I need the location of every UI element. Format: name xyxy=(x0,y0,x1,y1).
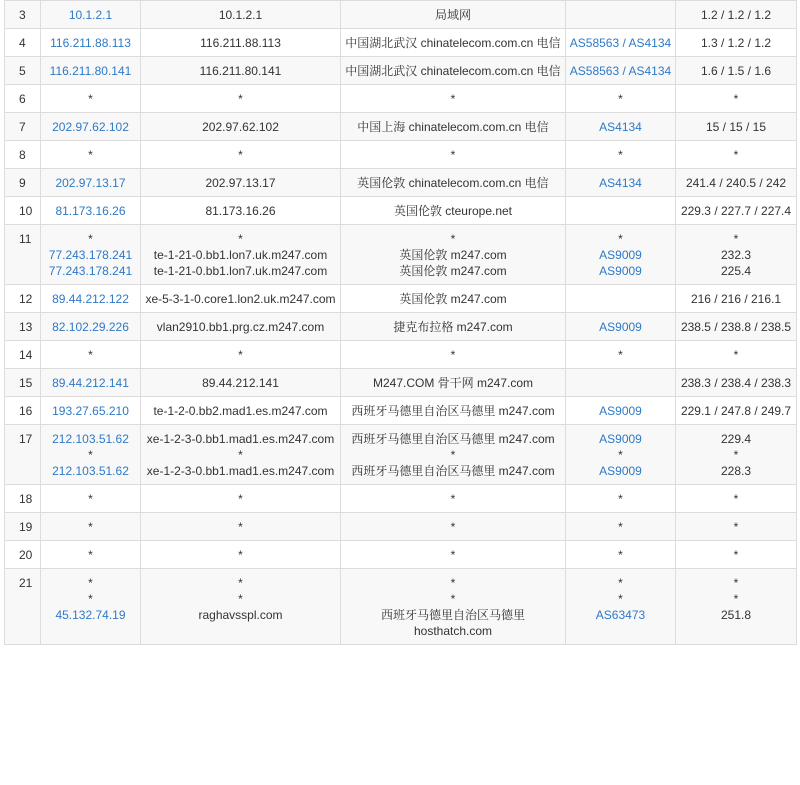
host-text: * xyxy=(238,92,243,106)
hostname-cell xyxy=(141,485,341,513)
latency-cell xyxy=(676,541,797,569)
host-text: 116.211.88.113 xyxy=(200,36,281,50)
hostname-cell xyxy=(141,113,341,141)
host-text: xe-5-3-1-0.core1.lon2.uk.m247.com xyxy=(145,292,336,306)
ip-cell xyxy=(41,169,141,197)
table-row xyxy=(5,29,797,57)
asn-link[interactable]: AS9009 xyxy=(599,464,642,478)
asn-link[interactable]: AS9009 xyxy=(599,248,642,262)
latency-cell xyxy=(676,341,797,369)
asn-cell xyxy=(566,29,676,57)
asn-cell xyxy=(566,169,676,197)
location-cell xyxy=(341,225,566,285)
host-text: 10.1.2.1 xyxy=(218,8,263,22)
asn-text: * xyxy=(618,576,623,590)
hop-number-cell: 10 xyxy=(5,197,41,225)
asn-cell xyxy=(566,85,676,113)
table-row xyxy=(5,113,797,141)
asn-cell xyxy=(566,513,676,541)
hostname-cell xyxy=(141,1,341,29)
hop-number-cell: 7 xyxy=(5,113,41,141)
ip-text: * xyxy=(88,492,93,506)
hop-number-cell: 12 xyxy=(5,285,41,313)
location-text: 西班牙马德里自治区马德里 m247.com xyxy=(351,464,555,478)
ip-text: * xyxy=(88,520,93,534)
location-text: * xyxy=(450,520,456,534)
latency-cell xyxy=(676,485,797,513)
table-row xyxy=(5,225,797,285)
hostname-cell xyxy=(141,225,341,285)
time-text: 216 / 216 / 216.1 xyxy=(690,292,782,306)
location-text: 中国湖北武汉 chinatelecom.com.cn 电信 xyxy=(345,64,561,78)
latency-cell xyxy=(676,29,797,57)
host-text: * xyxy=(238,148,243,162)
ip-link[interactable]: 89.44.212.141 xyxy=(52,376,129,390)
ip-text: * xyxy=(88,348,93,362)
asn-link[interactable]: AS58563 / AS4134 xyxy=(569,64,672,78)
time-text: 225.4 xyxy=(720,264,752,278)
ip-cell xyxy=(41,85,141,113)
host-text: * xyxy=(238,348,243,362)
location-cell xyxy=(341,29,566,57)
host-text: * xyxy=(238,576,243,590)
location-cell xyxy=(341,425,566,485)
location-text: 西班牙马德里自治区马德里 m247.com xyxy=(351,404,555,418)
host-text: 116.211.80.141 xyxy=(199,64,282,78)
host-text: te-1-21-0.bb1.lon7.uk.m247.com xyxy=(153,248,328,262)
asn-text: * xyxy=(618,548,623,562)
asn-text: * xyxy=(618,520,623,534)
location-cell xyxy=(341,57,566,85)
asn-cell xyxy=(566,1,676,29)
asn-link[interactable]: AS58563 / AS4134 xyxy=(569,36,672,50)
hop-number-cell: 16 xyxy=(5,397,41,425)
ip-cell xyxy=(41,141,141,169)
ip-link[interactable]: 81.173.16.26 xyxy=(55,204,126,218)
ip-cell xyxy=(41,569,141,645)
ip-cell xyxy=(41,485,141,513)
hop-number-cell: 5 xyxy=(5,57,41,85)
host-text: te-1-2-0.bb2.mad1.es.m247.com xyxy=(153,404,328,418)
location-cell xyxy=(341,397,566,425)
host-text: 202.97.62.102 xyxy=(202,120,279,134)
location-cell xyxy=(341,369,566,397)
location-text: * xyxy=(450,448,456,462)
time-text: 238.3 / 238.4 / 238.3 xyxy=(680,376,792,390)
host-text: * xyxy=(238,448,243,462)
location-cell xyxy=(341,569,566,645)
table-row xyxy=(5,569,797,645)
location-text: 英国伦敦 m247.com xyxy=(399,248,507,262)
hop-number-cell: 14 xyxy=(5,341,41,369)
host-text: 81.173.16.26 xyxy=(205,204,276,218)
hop-number-cell: 11 xyxy=(5,225,41,285)
host-text: xe-1-2-3-0.bb1.mad1.es.m247.com xyxy=(146,432,335,446)
hop-number-cell: 6 xyxy=(5,85,41,113)
location-cell xyxy=(341,541,566,569)
latency-cell xyxy=(676,57,797,85)
asn-cell xyxy=(566,369,676,397)
asn-cell xyxy=(566,541,676,569)
ip-cell xyxy=(41,225,141,285)
host-text: 89.44.212.141 xyxy=(202,376,279,390)
location-text: 英国伦敦 cteurope.net xyxy=(393,204,513,218)
table-row xyxy=(5,425,797,485)
hop-number-cell: 15 xyxy=(5,369,41,397)
time-text: * xyxy=(733,592,739,606)
host-text: vlan2910.bb1.prg.cz.m247.com xyxy=(156,320,325,334)
latency-cell xyxy=(676,397,797,425)
time-text: * xyxy=(733,448,739,462)
ip-cell xyxy=(41,513,141,541)
time-text: * xyxy=(733,348,739,362)
location-cell xyxy=(341,169,566,197)
time-text: 229.4 xyxy=(720,432,752,446)
traceroute-table xyxy=(4,0,797,645)
location-text: * xyxy=(450,576,456,590)
hostname-cell xyxy=(141,141,341,169)
time-text: 251.8 xyxy=(720,608,752,622)
asn-cell xyxy=(566,113,676,141)
ip-cell xyxy=(41,197,141,225)
asn-link[interactable]: AS4134 xyxy=(599,176,642,190)
location-cell xyxy=(341,313,566,341)
ip-link[interactable]: 77.243.178.241 xyxy=(48,264,133,278)
ip-link[interactable]: 77.243.178.241 xyxy=(48,248,133,262)
traceroute-table-body xyxy=(5,1,797,645)
hop-number-cell: 19 xyxy=(5,513,41,541)
hostname-cell xyxy=(141,85,341,113)
ip-text: * xyxy=(88,148,93,162)
time-text: 232.3 xyxy=(720,248,752,262)
ip-cell xyxy=(41,397,141,425)
latency-cell xyxy=(676,313,797,341)
asn-text: * xyxy=(618,232,623,246)
asn-text: * xyxy=(618,148,623,162)
location-text: * xyxy=(450,492,456,506)
location-cell xyxy=(341,141,566,169)
ip-link[interactable]: 212.103.51.62 xyxy=(52,464,129,478)
asn-text xyxy=(569,203,672,219)
asn-link[interactable]: AS9009 xyxy=(599,320,642,334)
ip-cell xyxy=(41,341,141,369)
latency-cell xyxy=(676,569,797,645)
ip-link[interactable]: 45.132.74.19 xyxy=(55,608,126,622)
table-row xyxy=(5,169,797,197)
asn-text xyxy=(569,291,672,307)
ip-text: * xyxy=(88,576,93,590)
time-text: 228.3 xyxy=(720,464,752,478)
hop-number-cell: 17 xyxy=(5,425,41,485)
ip-link[interactable]: 116.211.88.113 xyxy=(50,36,131,50)
table-row xyxy=(5,513,797,541)
location-text: * xyxy=(450,548,456,562)
latency-cell xyxy=(676,113,797,141)
hostname-cell xyxy=(141,369,341,397)
ip-text: * xyxy=(88,448,93,462)
host-text: * xyxy=(238,492,243,506)
location-cell xyxy=(341,285,566,313)
asn-cell xyxy=(566,425,676,485)
location-text: * xyxy=(450,92,456,106)
asn-text: * xyxy=(618,348,623,362)
time-text: 241.4 / 240.5 / 242 xyxy=(685,176,787,190)
location-cell xyxy=(341,513,566,541)
table-row xyxy=(5,197,797,225)
ip-text: * xyxy=(88,92,93,106)
location-cell xyxy=(341,485,566,513)
asn-cell xyxy=(566,57,676,85)
table-row xyxy=(5,341,797,369)
location-text: * xyxy=(450,232,456,246)
latency-cell xyxy=(676,285,797,313)
time-text: * xyxy=(733,232,739,246)
location-text: * xyxy=(450,348,456,362)
asn-text xyxy=(569,375,672,391)
hop-number-cell: 3 xyxy=(5,1,41,29)
host-text: * xyxy=(238,232,243,246)
location-text: 英国伦敦 m247.com xyxy=(399,264,507,278)
hostname-cell xyxy=(141,285,341,313)
time-text: * xyxy=(733,148,739,162)
asn-text xyxy=(569,7,672,23)
hop-number-cell: 13 xyxy=(5,313,41,341)
time-text: * xyxy=(733,548,739,562)
time-text: 15 / 15 / 15 xyxy=(705,120,767,134)
asn-cell xyxy=(566,485,676,513)
location-text: 局域网 xyxy=(434,8,471,22)
asn-text: * xyxy=(618,492,623,506)
location-text: 西班牙马德里自治区马德里 m247.com xyxy=(351,432,555,446)
time-text: * xyxy=(733,520,739,534)
time-text: 1.3 / 1.2 / 1.2 xyxy=(700,36,772,50)
time-text: * xyxy=(733,492,739,506)
location-cell xyxy=(341,197,566,225)
location-cell xyxy=(341,113,566,141)
table-row xyxy=(5,85,797,113)
table-row xyxy=(5,141,797,169)
ip-link[interactable]: 82.102.29.226 xyxy=(52,320,129,334)
location-cell xyxy=(341,85,566,113)
hostname-cell xyxy=(141,341,341,369)
time-text: * xyxy=(733,92,739,106)
ip-cell xyxy=(41,369,141,397)
asn-link[interactable]: AS9009 xyxy=(599,404,642,418)
asn-link[interactable]: AS9009 xyxy=(599,264,642,278)
table-row xyxy=(5,397,797,425)
host-text: * xyxy=(238,548,243,562)
host-text: raghavsspl.com xyxy=(198,608,283,622)
latency-cell xyxy=(676,85,797,113)
asn-link[interactable]: AS63473 xyxy=(595,608,646,622)
ip-cell xyxy=(41,313,141,341)
asn-text: * xyxy=(618,592,623,606)
hostname-cell xyxy=(141,569,341,645)
location-text: M247.COM 骨干网 m247.com xyxy=(372,376,534,390)
asn-cell xyxy=(566,341,676,369)
latency-cell xyxy=(676,513,797,541)
ip-cell xyxy=(41,285,141,313)
latency-cell xyxy=(676,369,797,397)
ip-cell xyxy=(41,57,141,85)
hostname-cell xyxy=(141,169,341,197)
table-row xyxy=(5,313,797,341)
ip-link[interactable]: 202.97.13.17 xyxy=(55,176,126,190)
location-cell xyxy=(341,341,566,369)
host-text: xe-1-2-3-0.bb1.mad1.es.m247.com xyxy=(146,464,335,478)
host-text: 202.97.13.17 xyxy=(205,176,276,190)
hop-number-cell: 8 xyxy=(5,141,41,169)
ip-link[interactable]: 116.211.80.141 xyxy=(49,64,132,78)
time-text: 1.6 / 1.5 / 1.6 xyxy=(700,64,772,78)
table-row xyxy=(5,485,797,513)
location-text: 西班牙马德里自治区马德里 hosthatch.com xyxy=(380,608,525,638)
asn-cell xyxy=(566,397,676,425)
ip-cell xyxy=(41,113,141,141)
ip-cell xyxy=(41,425,141,485)
ip-cell xyxy=(41,1,141,29)
ip-link[interactable]: 202.97.62.102 xyxy=(52,120,129,134)
location-text: 中国湖北武汉 chinatelecom.com.cn 电信 xyxy=(345,36,561,50)
asn-link[interactable]: AS4134 xyxy=(599,120,642,134)
ip-link[interactable]: 89.44.212.122 xyxy=(52,292,129,306)
time-text: 229.1 / 247.8 / 249.7 xyxy=(680,404,792,418)
asn-text: * xyxy=(618,92,623,106)
table-row xyxy=(5,57,797,85)
asn-cell xyxy=(566,225,676,285)
ip-link[interactable]: 10.1.2.1 xyxy=(68,8,113,22)
asn-cell xyxy=(566,313,676,341)
hostname-cell xyxy=(141,397,341,425)
table-row xyxy=(5,285,797,313)
location-text: * xyxy=(450,148,456,162)
latency-cell xyxy=(676,141,797,169)
hostname-cell xyxy=(141,197,341,225)
latency-cell xyxy=(676,225,797,285)
table-row xyxy=(5,541,797,569)
ip-cell xyxy=(41,541,141,569)
asn-cell xyxy=(566,569,676,645)
hostname-cell xyxy=(141,513,341,541)
hostname-cell xyxy=(141,57,341,85)
host-text: * xyxy=(238,520,243,534)
host-text: * xyxy=(238,592,243,606)
asn-cell xyxy=(566,197,676,225)
asn-text: * xyxy=(618,448,623,462)
location-cell xyxy=(341,1,566,29)
hop-number-cell: 18 xyxy=(5,485,41,513)
location-text: 中国上海 chinatelecom.com.cn 电信 xyxy=(357,120,549,134)
asn-cell xyxy=(566,285,676,313)
time-text: 229.3 / 227.7 / 227.4 xyxy=(680,204,792,218)
ip-cell xyxy=(41,29,141,57)
ip-link[interactable]: 193.27.65.210 xyxy=(52,404,129,418)
table-row xyxy=(5,369,797,397)
latency-cell xyxy=(676,1,797,29)
ip-text: * xyxy=(88,592,93,606)
host-text: te-1-21-0.bb1.lon7.uk.m247.com xyxy=(153,264,328,278)
ip-text: * xyxy=(88,548,93,562)
time-text: * xyxy=(733,576,739,590)
table-row xyxy=(5,1,797,29)
ip-text: * xyxy=(88,232,93,246)
hop-number-cell: 9 xyxy=(5,169,41,197)
ip-link[interactable]: 212.103.51.62 xyxy=(52,432,129,446)
latency-cell xyxy=(676,197,797,225)
asn-cell xyxy=(566,141,676,169)
hostname-cell xyxy=(141,29,341,57)
location-text: * xyxy=(450,592,456,606)
latency-cell xyxy=(676,425,797,485)
time-text: 1.2 / 1.2 / 1.2 xyxy=(700,8,772,22)
location-text: 捷克布拉格 m247.com xyxy=(393,320,513,334)
hop-number-cell: 21 xyxy=(5,569,41,645)
hostname-cell xyxy=(141,425,341,485)
latency-cell xyxy=(676,169,797,197)
asn-link[interactable]: AS9009 xyxy=(599,432,642,446)
hop-number-cell: 4 xyxy=(5,29,41,57)
time-text: 238.5 / 238.8 / 238.5 xyxy=(680,320,792,334)
location-text: 英国伦敦 m247.com xyxy=(399,292,507,306)
hop-number-cell: 20 xyxy=(5,541,41,569)
location-text: 英国伦敦 chinatelecom.com.cn 电信 xyxy=(357,176,549,190)
hostname-cell xyxy=(141,541,341,569)
hostname-cell xyxy=(141,313,341,341)
